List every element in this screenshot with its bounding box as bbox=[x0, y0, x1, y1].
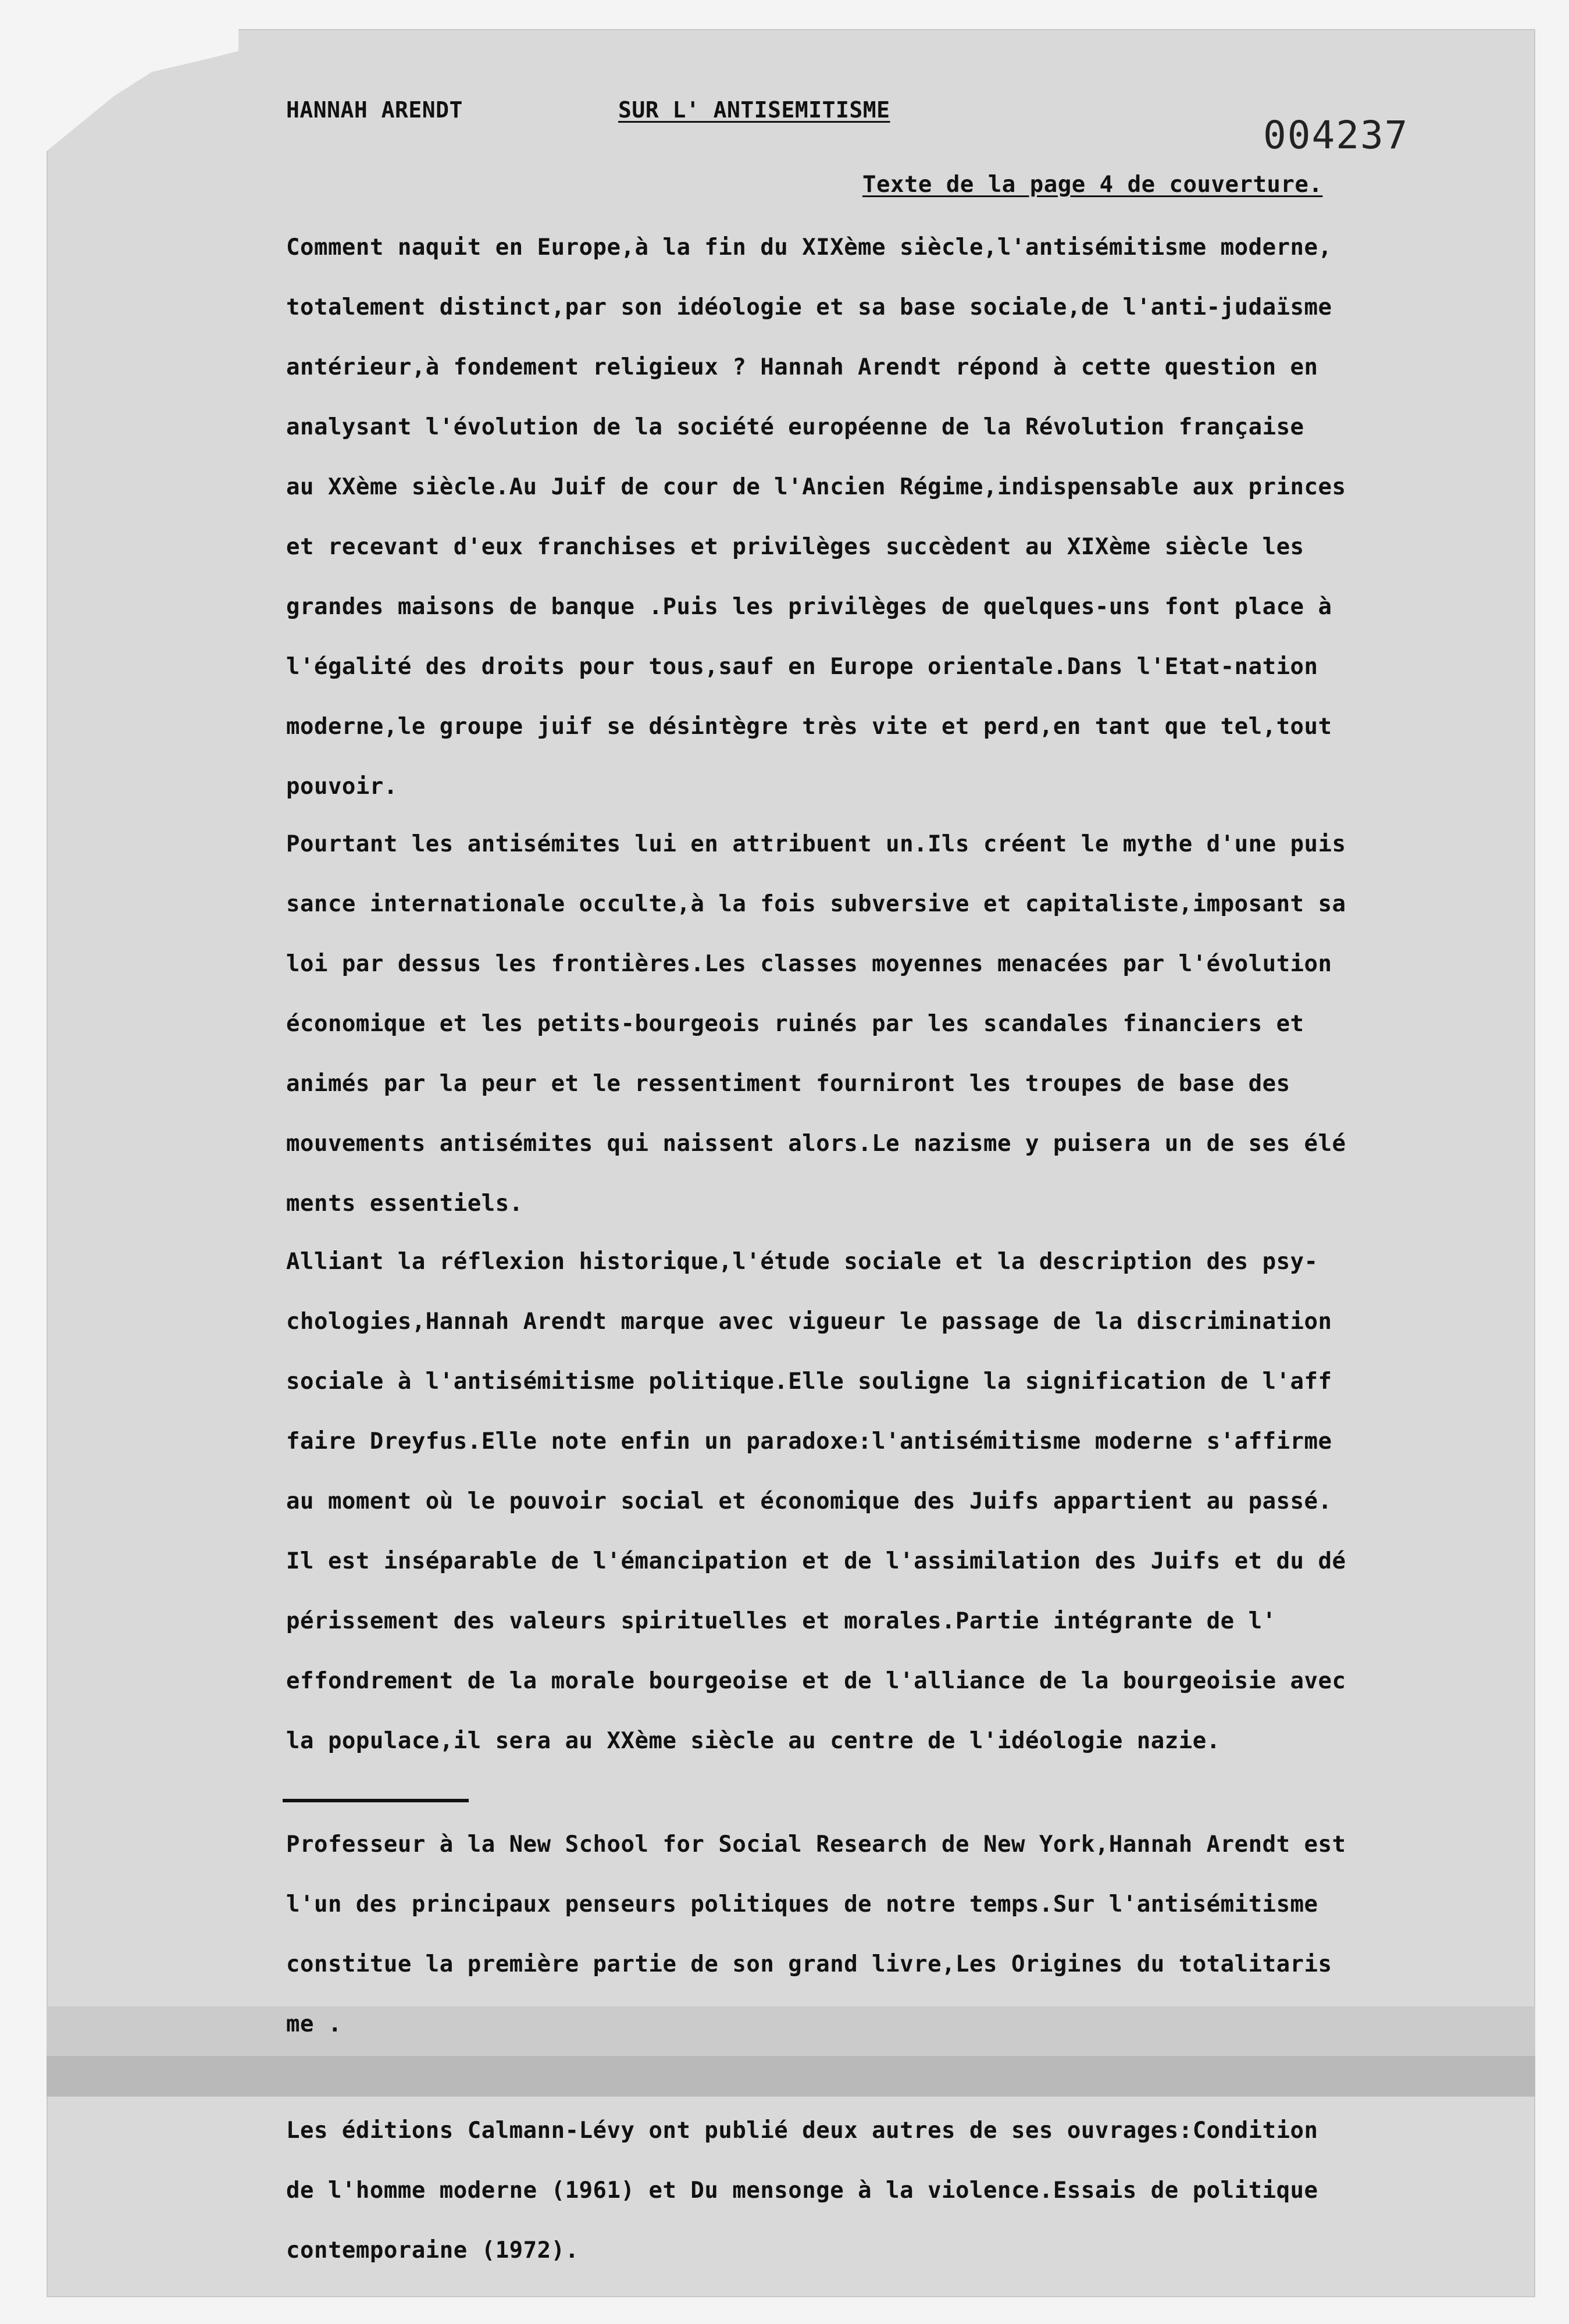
text-line: animés par la peur et le ressentiment fourniront les troupes de base des bbox=[286, 1071, 1290, 1097]
text-line: sociale à l'antisémitisme politique.Elle souligne la signification de l'aff bbox=[286, 1368, 1332, 1395]
text-line: antérieur,à fondement religieux ? Hannah Arendt répond à cette question en bbox=[286, 354, 1318, 380]
page-subtitle: Texte de la page 4 de couverture. bbox=[862, 172, 1323, 198]
paragraph-myth bbox=[286, 814, 1536, 1234]
text-line: sance internationale occulte,à la fois subversive et capitaliste,imposant sa bbox=[286, 891, 1346, 917]
document-number: 004237 bbox=[1263, 113, 1409, 158]
text-line: de l'homme moderne (1961) et Du mensonge à la violence.Essais de politique bbox=[286, 2177, 1318, 2204]
paragraph-author-bio bbox=[286, 1815, 1536, 2054]
text-line: grandes maisons de banque .Puis les privilèges de quelques-uns font place à bbox=[286, 594, 1332, 620]
text-line: effondrement de la morale bourgeoise et de l'alliance de la bourgeoisie avec bbox=[286, 1668, 1346, 1694]
text-line: Alliant la réflexion historique,l'étude sociale et la description des psy- bbox=[286, 1249, 1318, 1275]
text-line: Professeur à la New School for Social Research de New York,Hannah Arendt est bbox=[286, 1831, 1346, 1858]
text-line: l'égalité des droits pour tous,sauf en Europe orientale.Dans l'Etat-nation bbox=[286, 654, 1318, 680]
paragraph-origins bbox=[286, 218, 1536, 817]
text-line: ments essentiels. bbox=[286, 1190, 523, 1217]
document-title: SUR L' ANTISEMITISME bbox=[618, 97, 890, 123]
text-line: économique et les petits-bourgeois ruinés par les scandales financiers et bbox=[286, 1011, 1304, 1037]
text-line: moderne,le groupe juif se désintègre très vite et perd,en tant que tel,tout bbox=[286, 714, 1332, 740]
author-name: HANNAH ARENDT bbox=[286, 97, 463, 123]
torn-corner bbox=[47, 29, 238, 151]
text-line: Il est inséparable de l'émancipation et de l'assimilation des Juifs et du dé bbox=[286, 1548, 1346, 1574]
text-line: et recevant d'eux franchises et privilèges succèdent au XIXème siècle les bbox=[286, 534, 1304, 560]
text-line: Comment naquit en Europe,à la fin du XIXème siècle,l'antisémitisme moderne, bbox=[286, 234, 1332, 261]
text-line: Pourtant les antisémites lui en attribuent un.Ils créent le mythe d'une puis bbox=[286, 831, 1346, 857]
text-line: mouvements antisémites qui naissent alors.Le nazisme y puisera un de ses élé bbox=[286, 1131, 1346, 1157]
section-separator bbox=[283, 1799, 469, 1802]
text-line: contemporaine (1972). bbox=[286, 2237, 579, 2264]
text-line: périssement des valeurs spirituelles et morales.Partie intégrante de l' bbox=[286, 1608, 1276, 1634]
text-line: Les éditions Calmann-Lévy ont publié deux autres de ses ouvrages:Condition bbox=[286, 2118, 1318, 2144]
text-line: totalement distinct,par son idéologie et sa base sociale,de l'anti-judaïsme bbox=[286, 294, 1332, 320]
text-line: faire Dreyfus.Elle note enfin un paradoxe:l'antisémitisme moderne s'affirme bbox=[286, 1428, 1332, 1455]
text-line: me . bbox=[286, 2011, 342, 2037]
fold-band-dark bbox=[47, 2056, 1535, 2097]
text-line: chologies,Hannah Arendt marque avec vigueur le passage de la discrimination bbox=[286, 1309, 1332, 1335]
text-line: constitue la première partie de son grand livre,Les Origines du totalitaris bbox=[286, 1951, 1332, 1977]
text-line: la populace,il sera au XXème siècle au centre de l'idéologie nazie. bbox=[286, 1728, 1221, 1754]
text-line: loi par dessus les frontières.Les classes moyennes menacées par l'évolution bbox=[286, 951, 1332, 977]
paragraph-publisher bbox=[286, 2101, 1536, 2280]
text-line: au XXème siècle.Au Juif de cour de l'Ancien Régime,indispensable aux princes bbox=[286, 474, 1346, 500]
paragraph-analysis bbox=[286, 1232, 1536, 1771]
text-line: pouvoir. bbox=[286, 774, 398, 800]
text-line: analysant l'évolution de la société européenne de la Révolution française bbox=[286, 414, 1304, 440]
text-line: l'un des principaux penseurs politiques de notre temps.Sur l'antisémitisme bbox=[286, 1891, 1318, 1917]
text-line: au moment où le pouvoir social et économique des Juifs appartient au passé. bbox=[286, 1488, 1332, 1514]
